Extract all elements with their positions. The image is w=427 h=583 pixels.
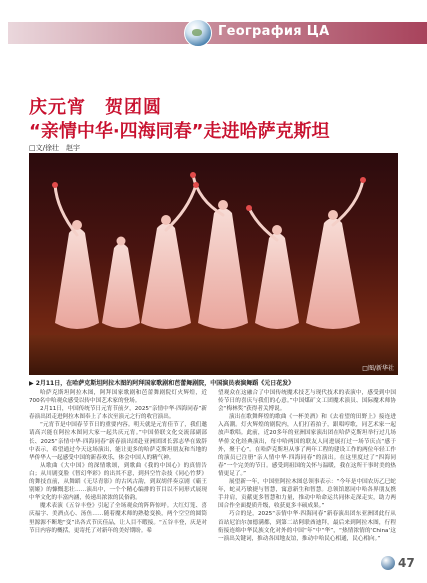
article-column-left (29, 389, 207, 535)
photo-credit: □图/新华社 (362, 365, 394, 372)
paragraph: 巧合的是，2025“亲情中华·四海同春”新春演出团东亚洲团此行从首站尼泊尔加德满都，到第二站阿联酋迪拜，最后来到阿拉木图，行程衔接连绵中华民族文化对外的中国“年”中“华”，“热情浓情的‘China’这一演出关键词，推动各国地友谊，推动中哈民心相通，民心相向。” (218, 511, 396, 542)
page-number: 47 (398, 556, 415, 570)
headline-line-2: “亲情中华·四海同春”走进哈萨克斯坦 (29, 121, 330, 142)
paragraph: 演出在歌舞辉煌的歌曲《一杯美酒》和《去看望的田野上》接连进入高潮。灯火辉煌的剧院内，人们打着拍子，跟唱哼歌，同艺术家一起放声歌唱。此前，近20多年的亚洲国家演出团在哈萨克斯坦举行过几场华侨文化经典演出，每中哈两国的联友人同进展打过一场节庆点“感于外，聚于心”。在哈萨克斯坦从事了两年工程的建设工作的两位年轻工作的演员已注册“亲人情中华·四海同春”的演出。在这里度过了“四海同春”一个完美的节日。感受到祖国的关怀与温暖，我在这所干事时美的热情更足了。” (218, 414, 396, 477)
globe-icon (184, 19, 212, 47)
photo-caption: ▶ 2月11日，在哈萨克斯坦阿拉木图的阿拜国家歌剧和芭蕾舞剧院，中国演员表演舞蹈《元日花发》 (29, 380, 295, 387)
paragraph: 从歌曲《大中国》的深情歌颂，到歌曲《我的中国心》的真情告白；从川剧变脸《智幻华彩》的出其不意，到抖空竹杂技《同心竹梦》的舞技直前，从舞蹈《无尽青影》的古风古韵，到双胡伴奏京剧《霸王别姬》的慷慨悲壮……演出中，一个个精心编排的节目以不同形式展现中华文化的丰富内涵，传递出浓浓的民俗韵。 (29, 462, 207, 502)
section-title: География ЦА (218, 24, 330, 39)
byline: □文/徐壮 赵宇 (29, 144, 80, 152)
article-column-right (218, 389, 396, 543)
paragraph: 望观众在这融合了中国传统魔术技艺与现代技术的表演中，感受到中国传节日的喜庆与我们的心意。”中国煤矿文工团魔术演员、国际魔术师协会“梅林奖”获得者关博说。 (218, 390, 396, 413)
paragraph: 哈萨克斯坦阿拉木图，阿拜国家歌剧和芭蕾舞剧院灯火辉煌，近700名中哈观众感受以传中国艺术家的登场。 (29, 390, 207, 405)
paragraph: 展望新一年，中国驻阿拉木图总领事表示：“今年是中国农历乙巳蛇年，蛇灵巧敏捷与智慧，寓意新生和智慧。总领馆愿同中哈各界朋友携手并肩，贡献更多智慧和力量，推动中哈命运共同体走深走实，助力两国合作全面提质升级，收获更多丰硕成果。” (218, 479, 396, 510)
dancers-illustration (29, 153, 398, 375)
globe-icon (381, 556, 395, 570)
headline-line-1: 庆元宵 贺团圆 (29, 97, 162, 118)
article-photo (29, 153, 398, 375)
paragraph: 魔术表演《五谷丰登》引起了全场观众的阵阵惊呼。大红灯笼、喜庆福字、美酒点心、汤鱼……随着魔术师的熟稔变换，两个空空的圆筒里源源不断地“变”出各式节庆佳品，让人目不暇接。“五谷丰登，庆是对节日内容的概括，更寄托了对新年的美好期盼。希 (29, 503, 207, 534)
paragraph: 2月11日，中国传统节日元宵节前夕，2025“亲情中华·四海同春”新春演出团走进阿拉木图奉上了本次至演元之行的收官演出。 (29, 406, 207, 421)
paragraph: “元宵节是中国春节节日的重要内容。明天就是元宵佳节了，我们邀请高兴能在阿拉木图同大家一起共庆元宵。”中国侨联文化交流部副部长、2025“亲情中华·四海同春”新春演出团赴亚洲团团长郭志华在致辞中表示，希望通过今天这场演出，能让更多的哈萨克斯坦朋友和当地的华侨华人一起感受中国的新春欢乐，体会中国人的精气神。 (29, 422, 207, 461)
